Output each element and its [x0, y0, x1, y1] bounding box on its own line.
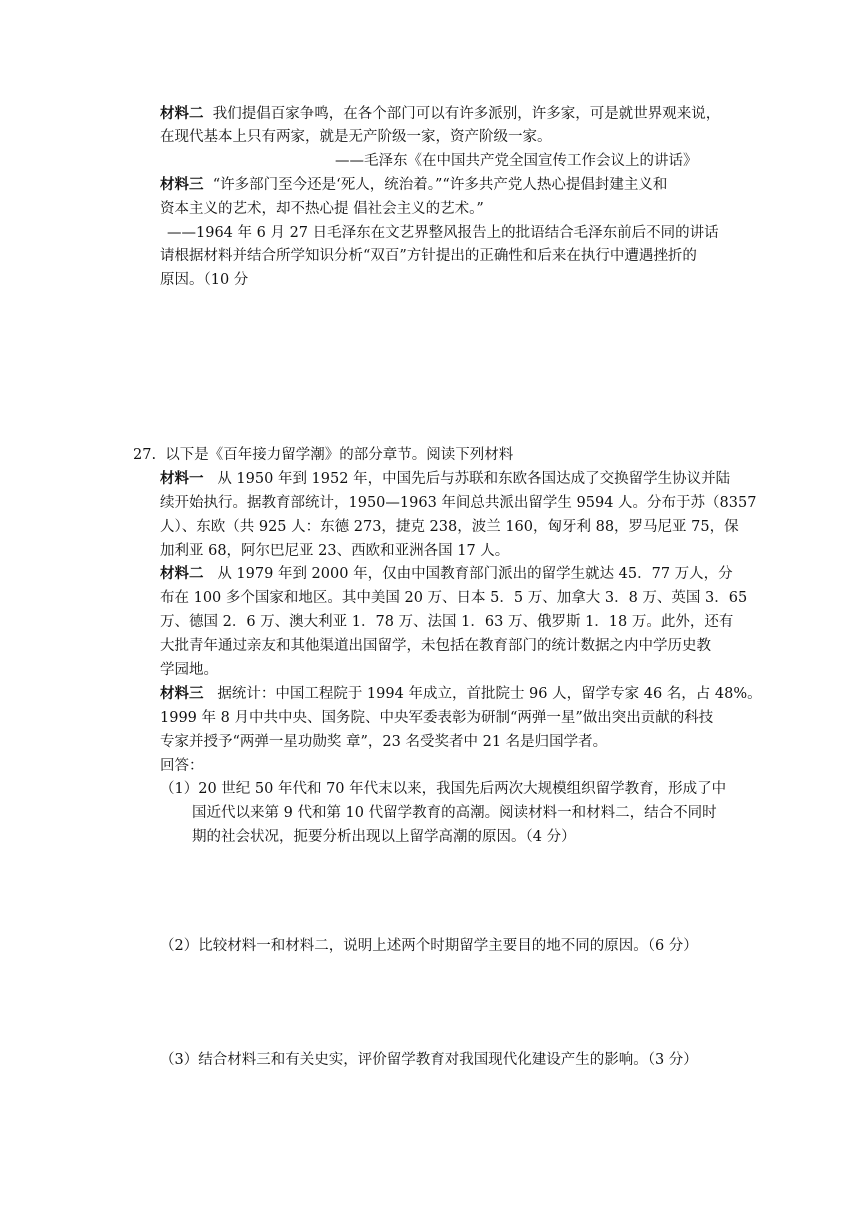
material-3-line-2: 资本主义的艺术，却不热心提 倡社会主义的艺术。”	[160, 201, 484, 217]
sub-question-1-line-2: 国近代以来第 9 代和第 10 代留学教育的高潮。阅读材料一和材料二，结合不同时	[192, 805, 717, 821]
q27-material-2-label: 材料二	[160, 565, 204, 582]
q27-material-1-text: 从 1950 年到 1952 年，中国先后与苏联和东欧各国达成了交换留学生协议并陆	[217, 471, 731, 487]
material-3-source: ——1964 年 6 月 27 日毛泽东在文艺界整风报告上的批语结合毛泽东前后不同的讲话	[167, 225, 719, 241]
question-line-1: 请根据材料并结合所学知识分析“双百”方针提出的正确性和后来在执行中遭遇挫折的	[160, 248, 697, 264]
material-2-label: 材料二	[160, 105, 204, 122]
q27-material-1-line-2: 续开始执行。据教育部统计，1950—1963 年间总共派出留学生 9594 人。分布于苏（8357	[160, 495, 757, 511]
answer-label: 回答：	[160, 758, 204, 774]
sub-question-1-line-1: （1）20 世纪 50 年代和 70 年代末以来，我国先后两次大规模组织留学教育，形成了中	[160, 781, 727, 797]
material-2-line-1	[160, 103, 720, 125]
q27-material-3-line-2: 1999 年 8 月中共中央、国务院、中央军委表彰为研制“两弹一星”做出突出贡献的科技	[160, 710, 714, 726]
q27-material-1-line-1	[160, 468, 730, 490]
q27-material-3-text: 据统计：中国工程院于 1994 年成立，首批院士 96 人，留学专家 46 名，占 48%。	[217, 686, 762, 702]
material-3-label: 材料三	[160, 176, 204, 193]
q27-header	[133, 444, 513, 466]
material-2-line-2: 在现代基本上只有两家，就是无产阶级一家，资产阶级一家。	[160, 129, 552, 145]
q27-material-3-line-3: 专家并授予“两弹一星功勋奖 章”，23 名受奖者中 21 名是归国学者。	[160, 734, 608, 750]
material-3-line-1	[160, 174, 667, 196]
material-3-text: “许多部门至今还是‘死人，统治着。”“许多共产党人热心提倡封建主义和	[212, 177, 668, 193]
q27-material-3-line-1	[160, 683, 762, 705]
q27-material-3-label: 材料三	[160, 685, 204, 702]
q27-intro: 以下是《百年接力留学潮》的部分章节。阅读下列材料	[165, 447, 514, 463]
q27-material-2-line-4: 大批青年通过亲友和其他渠道出国留学，未包括在教育部门的统计数据之内中学历史教	[160, 638, 711, 654]
q27-material-2-line-1	[160, 563, 733, 585]
q27-material-2-line-2: 布在 100 多个国家和地区。其中美国 20 万、日本 5．5 万、加拿大 3．8 万、英国 3．65	[160, 590, 748, 606]
sub-question-2: （2）比较材料一和材料二，说明上述两个时期留学主要目的地不同的原因。（6 分）	[160, 938, 698, 954]
q27-material-1-line-3: 人）、东欧（共 925 人：东德 273，捷克 238，波兰 160，匈牙利 88，罗马尼亚 75，保	[160, 519, 739, 535]
q27-material-2-line-3: 万、德国 2．6 万、澳大利亚 1．78 万、法国 1．63 万、俄罗斯 1．18 万。此外，还有	[160, 614, 734, 630]
sub-question-3: （3）结合材料三和有关史实，评价留学教育对我国现代化建设产生的影响。（3 分）	[160, 1052, 698, 1068]
q27-material-1-label: 材料一	[160, 470, 204, 487]
q27-number: 27.	[133, 447, 157, 463]
q27-material-2-line-5: 学园地。	[160, 662, 218, 678]
material-2-source: ——毛泽东《在中国共产党全国宣传工作会议上的讲话》	[335, 153, 698, 169]
question-line-2: 原因。（10 分	[160, 272, 249, 288]
material-2-text: 我们提倡百家争鸣，在各个部门可以有许多派别，许多家，可是就世界观来说，	[212, 106, 721, 122]
q27-material-2-text: 从 1979 年到 2000 年，仅由中国教育部门派出的留学生就达 45．77 万人，分	[217, 566, 733, 582]
sub-question-1-line-3: 期的社会状况，扼要分析出现以上留学高潮的原因。（4 分）	[192, 829, 576, 845]
q27-material-1-line-4: 加利亚 68，阿尔巴尼亚 23、西欧和亚洲各国 17 人。	[160, 543, 510, 559]
